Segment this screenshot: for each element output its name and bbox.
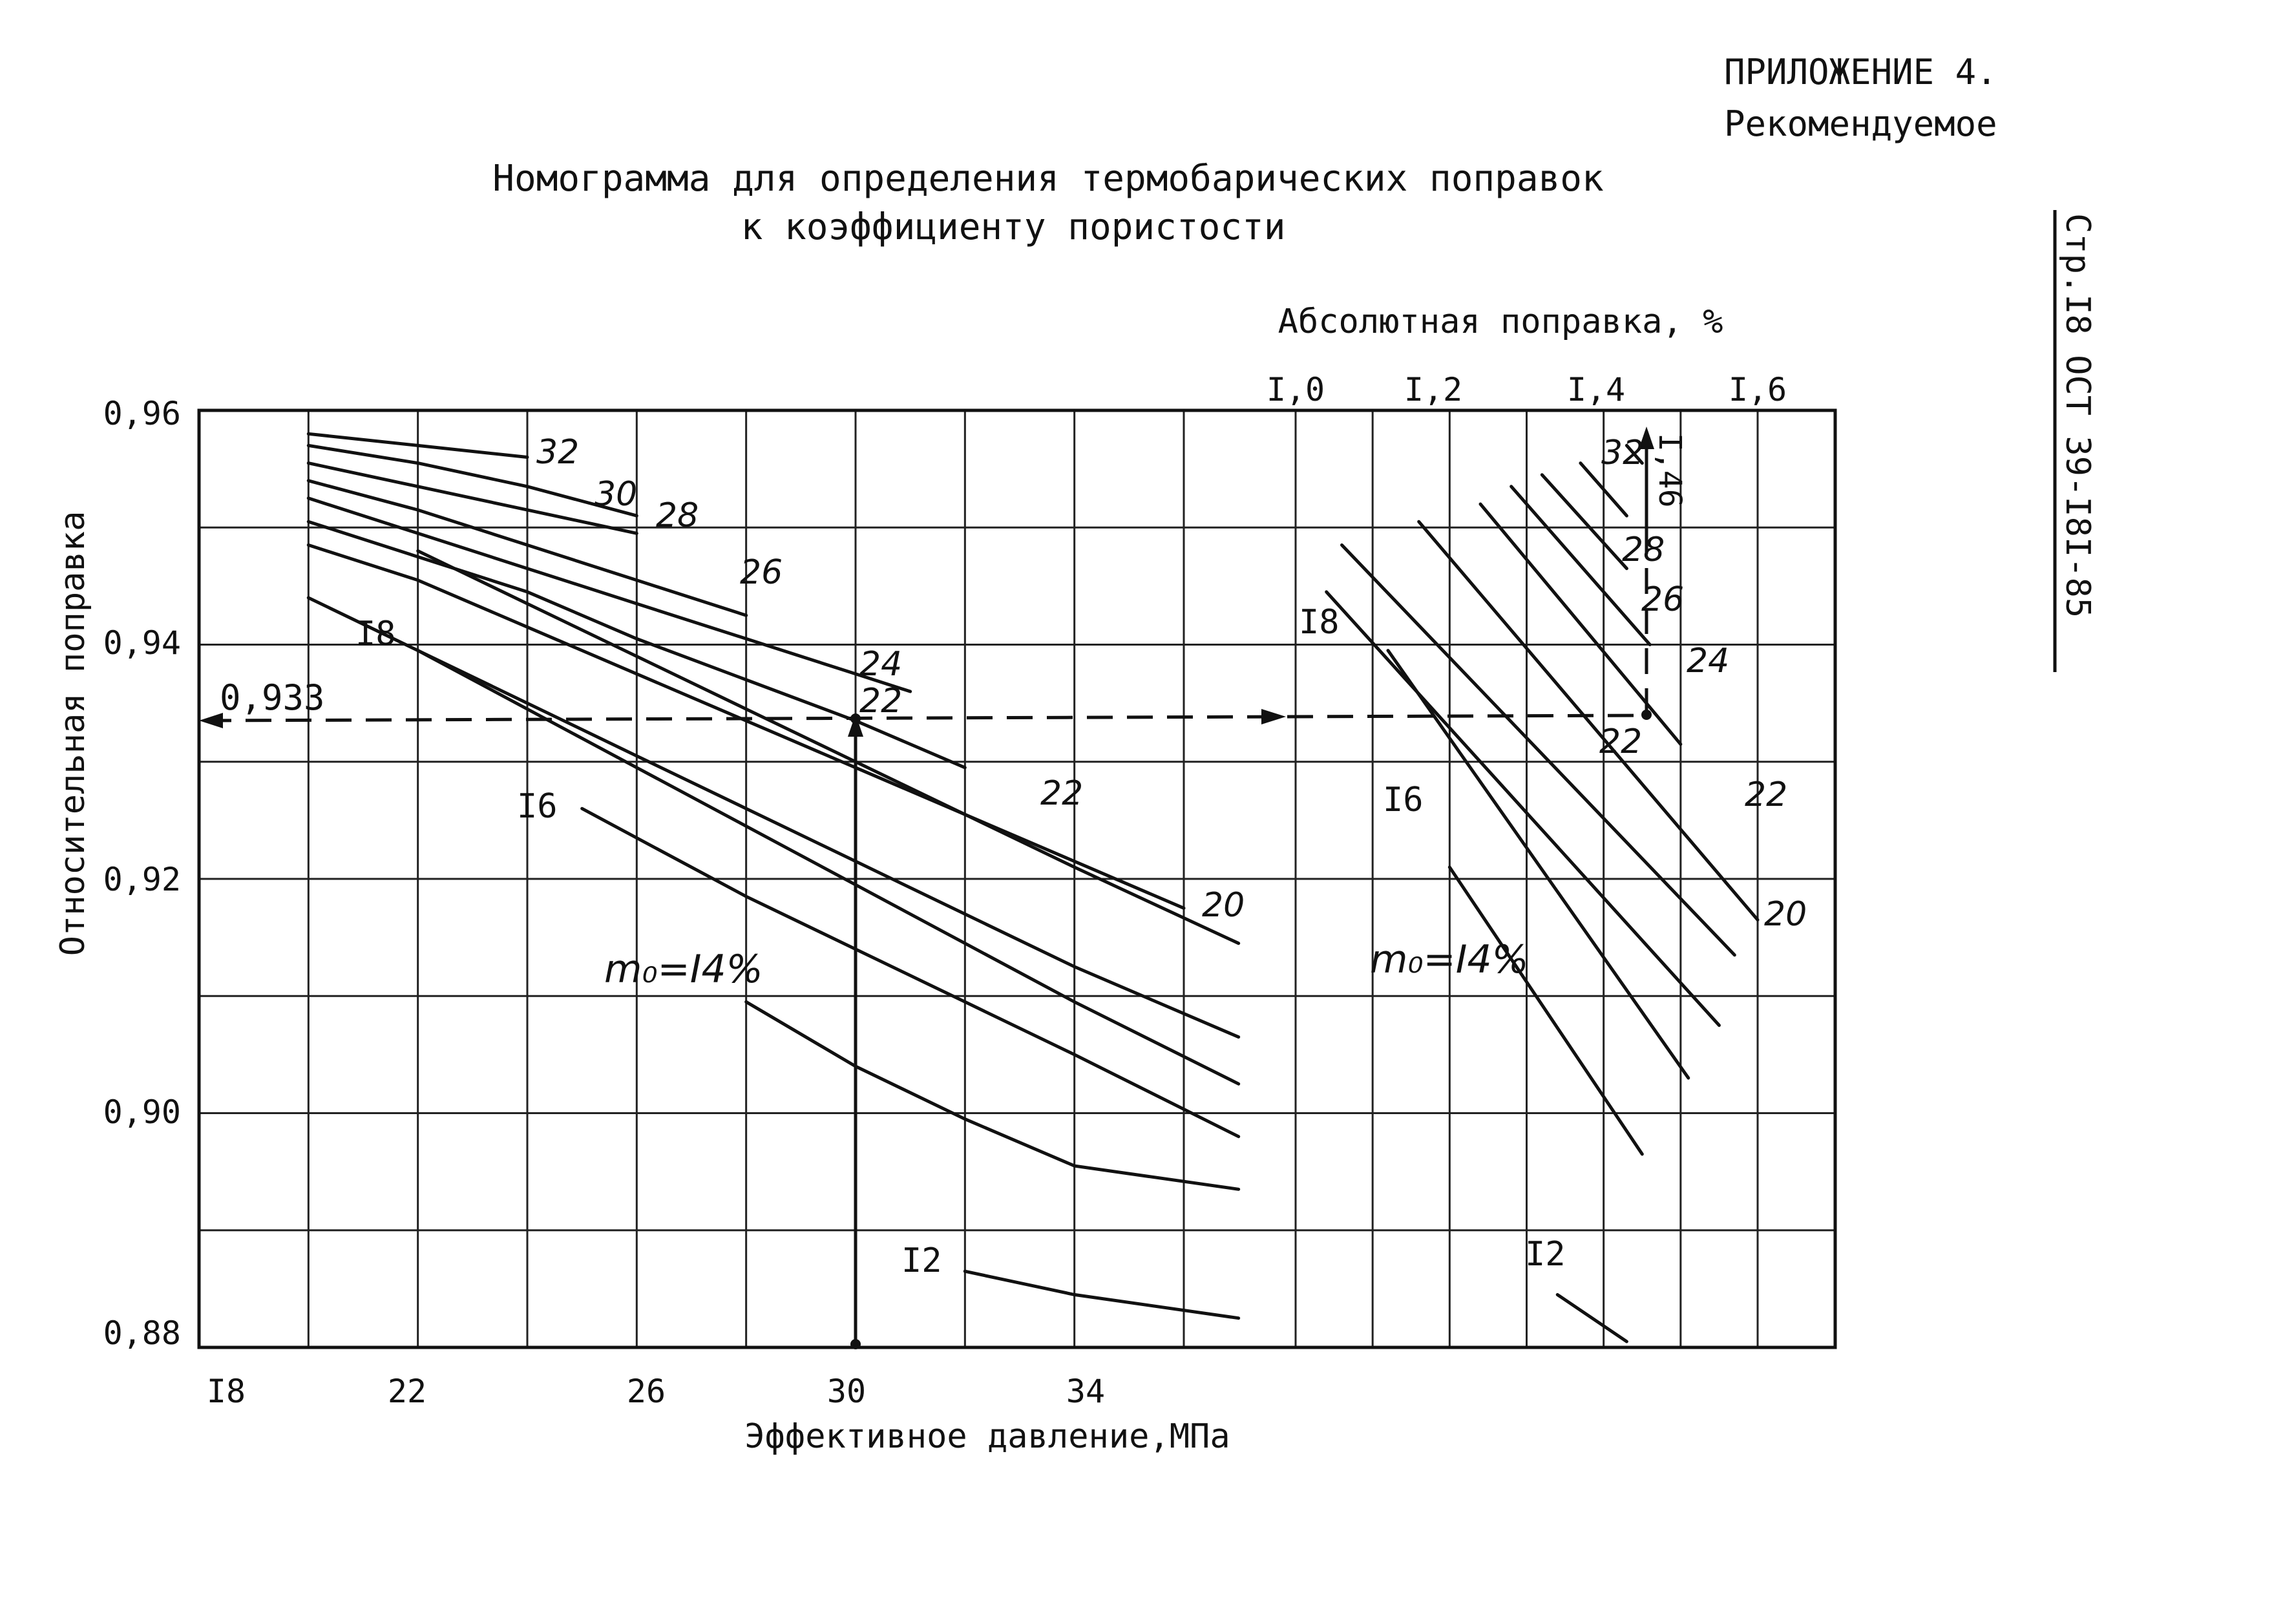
side-code-text: Стр.I8 ОСТ 39-I8I-85: [2058, 213, 2097, 618]
y-tick-label: 0,94: [103, 624, 181, 662]
curve-label: I8: [1299, 603, 1340, 642]
relative-curve-20b: [418, 551, 1239, 944]
abs-value-label: I,46: [1652, 433, 1688, 508]
curve-label: m₀=I4%: [604, 947, 763, 992]
curve-label: 32: [536, 433, 580, 472]
curve-label: I8: [355, 615, 396, 653]
y-tick-label: 0,90: [103, 1093, 181, 1131]
curve-label: I6: [517, 787, 558, 826]
curve-label: 20: [1764, 895, 1807, 934]
relative-curve-18: [308, 598, 1238, 1084]
pressure-point: [850, 1339, 861, 1349]
x2-tick-label: I,6: [1728, 371, 1787, 408]
x-tick-label: I8: [206, 1373, 246, 1410]
curve-label: 28: [656, 496, 699, 535]
curve-label: 30: [594, 475, 638, 514]
curve-label: 22: [1040, 774, 1084, 813]
curve-label: I2: [1525, 1235, 1566, 1274]
x-tick-label: 34: [1066, 1373, 1106, 1410]
curve-label: 24: [859, 645, 903, 684]
appendix-label: ПРИЛОЖЕНИЕ 4.: [1724, 52, 1997, 92]
absolute-curve-28: [1542, 475, 1626, 569]
top-axis-label: Абсолютная поправка, %: [1278, 302, 1723, 341]
side-code: [2055, 210, 2097, 672]
relative-curve-30: [308, 445, 637, 516]
grid: [199, 410, 1835, 1347]
x-tick-label: 30: [826, 1373, 867, 1410]
curve-label: I6: [1383, 781, 1424, 819]
dashed-guide-line: [205, 715, 1646, 721]
curve-label: 22: [859, 682, 903, 721]
curve-label: 32: [1601, 434, 1645, 472]
curve-label: 26: [1641, 580, 1685, 619]
abs-intersection-point: [1641, 710, 1652, 720]
y-tick-label: 0,88: [103, 1314, 181, 1352]
absolute-curve-labels: [1299, 434, 1807, 1274]
curve-label: 22: [1599, 722, 1643, 761]
relative-curve-12: [965, 1271, 1238, 1318]
read-value-label: 0,933: [220, 677, 325, 718]
x2-tick-label: I,0: [1266, 371, 1325, 408]
curve-label: 28: [1622, 531, 1665, 569]
relative-curve-14: [746, 1002, 1239, 1189]
left-axis-ticks: [103, 395, 181, 1352]
y-tick-label: 0,92: [103, 861, 181, 898]
relative-curve-18b: [418, 651, 1239, 1037]
y-tick-label: 0,96: [103, 395, 181, 432]
recommended-label: Рекомендуемое: [1724, 103, 1997, 144]
curve-label: 24: [1687, 642, 1730, 680]
chart-title-line2: к коэффициенту пористости: [741, 206, 1286, 248]
curve-label: m₀=I4%: [1370, 937, 1529, 982]
chart-title-line1: Номограмма для определения термобарических поправок: [492, 158, 1604, 200]
absolute-curves: [1327, 445, 1758, 1341]
curve-label: 26: [740, 553, 783, 592]
left-axis-label: Относительная поправка: [54, 511, 92, 956]
bottom-axis-label: Эффективное давление,МПа: [744, 1417, 1230, 1456]
right-arrowhead: [1261, 709, 1286, 724]
curve-label: 20: [1202, 886, 1245, 925]
x-tick-label: 22: [387, 1373, 427, 1410]
curve-label: 22: [1745, 775, 1788, 814]
x2-tick-label: I,4: [1566, 371, 1626, 408]
x-tick-label: 26: [626, 1373, 666, 1410]
bottom-axis-ticks: [207, 1373, 1105, 1410]
curve-label: I2: [901, 1241, 942, 1280]
absolute-curve-22: [1419, 522, 1758, 920]
x2-tick-label: I,2: [1404, 371, 1463, 408]
absolute-curve-12: [1557, 1294, 1626, 1341]
top-axis-ticks: [1267, 371, 1787, 408]
